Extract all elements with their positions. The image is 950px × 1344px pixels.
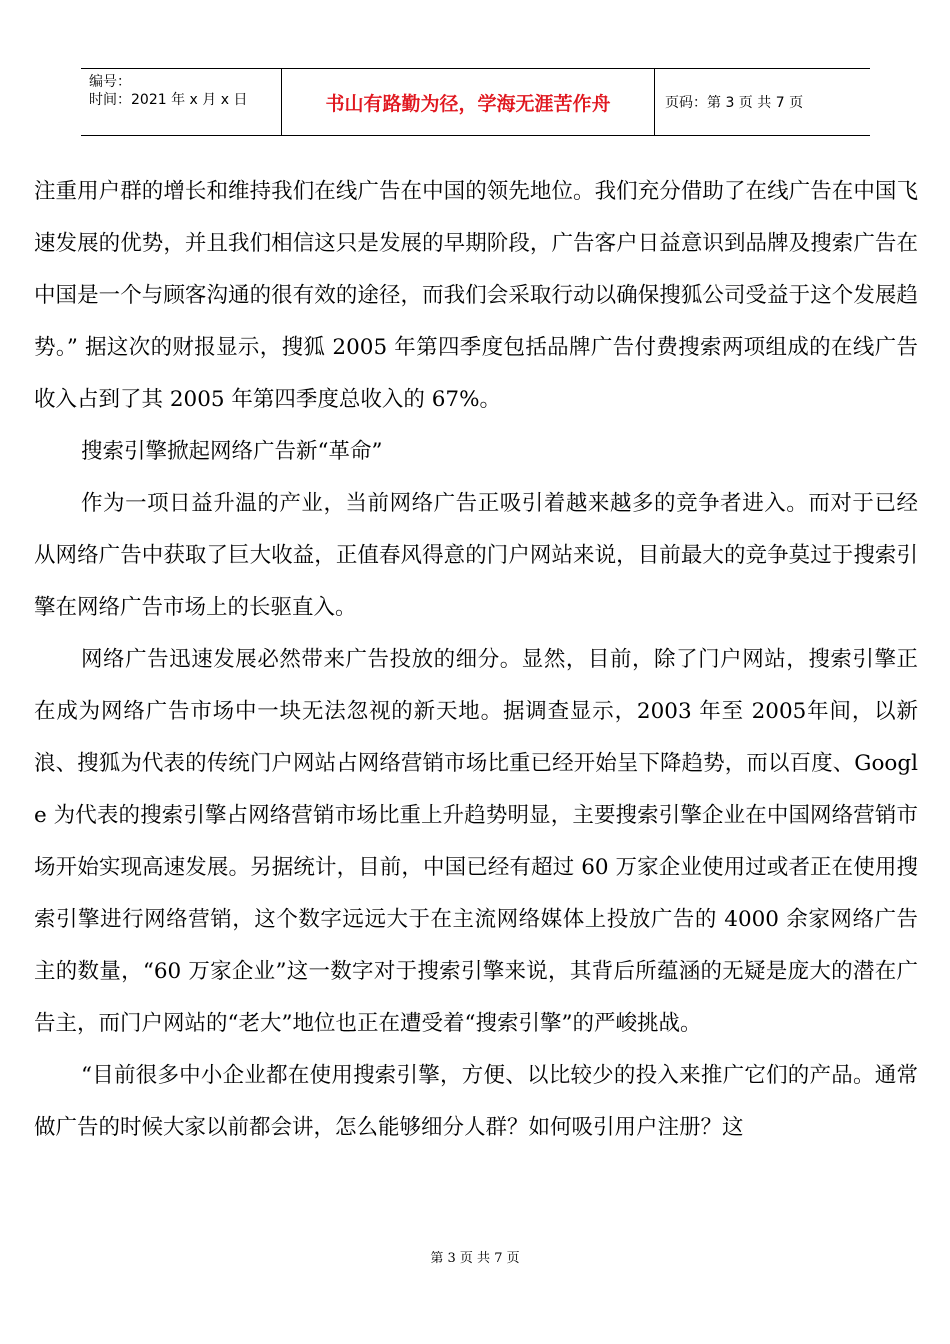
header-motto: 书山有路勤为径，学海无涯苦作舟 [282,69,655,135]
body-paragraph: “目前很多中小企业都在使用搜索引擎，方便、以比较少的投入来推广它们的产品。通常做广告的时候大家以前都会讲，怎么能够细分人群？如何吸引用户注册？这 [34,1063,918,1140]
header-meta-cell [81,69,282,135]
document-header [81,68,870,136]
body-paragraph: 网络广告迅速发展必然带来广告投放的细分。显然，目前，除了门户网站，搜索引擎正在成为网络广告市场中一块无法忽视的新天地。据调查显示，2003 年至 2005年间，以新浪、搜狐为代表的传统门户网站占网络营销市场比重已经开始呈下降趋势，而以百度、Google 为代表的搜索引擎占网络营销市场比重上升趋势明显，主要搜索引擎企业在中国网络营销市场开始实现高速发展。另据统计，目前，中国已经有超过 60 万家企业使用过或者正在使用搜索引擎进行网络营销，这个数字远远大于在主流网络媒体上投放广告的 4000 余家网络广告主的数量，“60 万家企业”这一数字对于搜索引擎来说，其背后所蕴涵的无疑是庞大的潜在广告主，而门户网站的“老大”地位也正在遭受着“搜索引擎”的严峻挑战。 [34,647,918,1036]
body-paragraph: 注重用户群的增长和维持我们在线广告在中国的领先地位。我们充分借助了在线广告在中国飞速发展的优势，并且我们相信这只是发展的早期阶段，广告客户日益意识到品牌及搜索广告在中国是一个与顾客沟通的很有效的途径，而我们会采取行动以确保搜狐公司受益于这个发展趋势。” 据这次的财报显示，搜狐 2005 年第四季度包括品牌广告付费搜索两项组成的在线广告收入占到了其 2005 年第四季度总收入的 67%。 [34,179,918,412]
header-date-label: 时间：2021 年 x 月 x 日 [89,92,248,108]
body-paragraph: 作为一项日益升温的产业，当前网络广告正吸引着越来越多的竞争者进入。而对于已经从网络广告中获取了巨大收益，正值春风得意的门户网站来说，目前最大的竞争莫过于搜索引擎在网络广告市场上的长驱直入。 [34,491,918,620]
document-body [34,166,918,1154]
section-heading: 搜索引擎掀起网络广告新“革命” [81,439,383,464]
header-page-info: 页码：第 3 页 共 7 页 [665,95,804,111]
header-number-label: 编号： [89,74,131,90]
page-footer: 第 3 页 共 7 页 [430,1251,520,1266]
